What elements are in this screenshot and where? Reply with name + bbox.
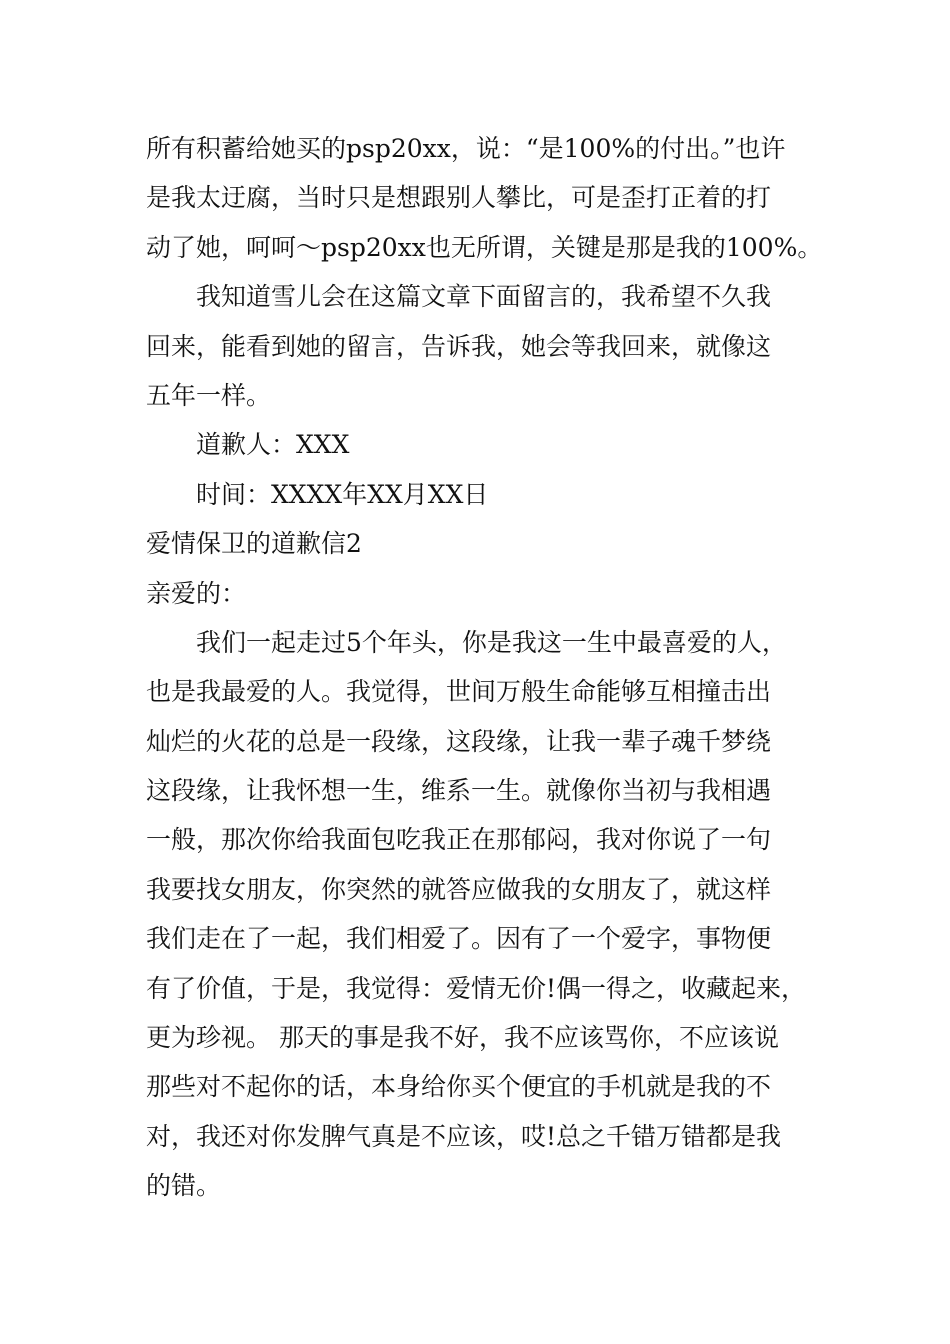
paragraph-message [146, 272, 808, 420]
text-line: 我要找女朋友，你突然的就答应做我的女朋友了，就这样 [146, 874, 772, 904]
text-line: 的错。 [146, 1171, 222, 1201]
document-body [146, 124, 823, 1211]
paragraph-continued [146, 124, 823, 272]
salutation: 亲爱的： [146, 578, 247, 608]
text-line: 是我太迂腐，当时只是想跟别人攀比，可是歪打正着的打 [146, 183, 772, 213]
text-line: 对，我还对你发脾气真是不应该，哎!总之千错万错都是我 [146, 1121, 782, 1151]
text-line: 我知道雪儿会在这篇文章下面留言的，我希望不久我 [196, 282, 772, 312]
text-line: 动了她，呵呵～psp20xx也无所谓，关键是那是我的100%。 [146, 232, 823, 262]
text-line: 也是我最爱的人。我觉得，世间万般生命能够互相撞击出 [146, 677, 772, 707]
text-line: 这段缘，让我怀想一生，维系一生。就像你当初与我相遇 [146, 776, 772, 806]
text-line: 更为珍视。 那天的事是我不好，我不应该骂你，不应该说 [146, 1023, 779, 1053]
text-line: 所有积蓄给她买的psp20xx，说：“是100%的付出。”也许 [146, 134, 786, 163]
text-line: 五年一样。 [146, 380, 272, 410]
signature-time: 时间：XXXX年XX月XX日 [196, 479, 489, 509]
paragraph-letter [146, 618, 808, 1211]
text-line: 我们一起走过5个年头，你是我这一生中最喜爱的人， [196, 627, 787, 657]
text-line: 我们走在了一起，我们相爱了。因有了一个爱字，事物便 [146, 924, 772, 954]
text-line: 回来，能看到她的留言，告诉我，她会等我回来，就像这 [146, 331, 772, 361]
text-line: 那些对不起你的话，本身给你买个便宜的手机就是我的不 [146, 1072, 772, 1102]
section-title: 爱情保卫的道歉信2 [146, 529, 362, 559]
text-line: 灿烂的火花的总是一段缘，这段缘，让我一辈子魂千梦绕 [146, 726, 772, 756]
signature-apologizer: 道歉人：XXX [196, 430, 350, 460]
text-line: 有了价值，于是，我觉得：爱情无价!偶一得之，收藏起来， [146, 973, 807, 1003]
text-line: 一般，那次你给我面包吃我正在那郁闷，我对你说了一句 [146, 825, 772, 855]
